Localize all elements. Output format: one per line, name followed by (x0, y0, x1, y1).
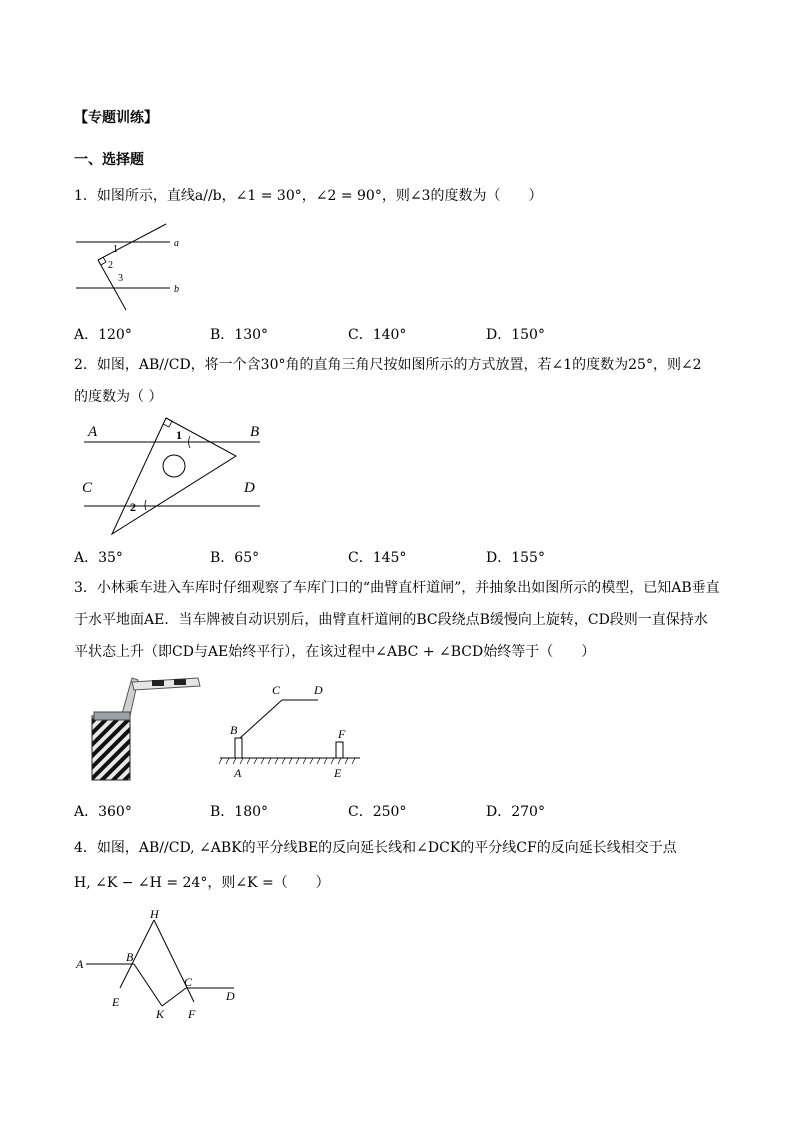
section-tag: 【专题训练】 (74, 110, 158, 126)
q3-option-d: D．270° (486, 804, 545, 820)
q2-label-C: C (82, 480, 93, 496)
q4-label-K: K (156, 1007, 165, 1021)
q4-label-B: B (126, 950, 134, 964)
q3-option-c: C．250° (348, 804, 407, 820)
q3-label-D: D (314, 683, 323, 697)
q1-label-a: a (174, 238, 179, 249)
q4-label-E: E (112, 995, 120, 1009)
q3-stem-line1: 3．小林乘车进入车库时仔细观察了车库门口的“曲臂直杆道闸”，并抽象出如图所示的模型，已知AB垂直 (74, 580, 720, 596)
q3-label-F: F (338, 727, 346, 741)
q3-label-E: E (334, 766, 342, 780)
q2-figure (74, 414, 274, 540)
q1-label-2: 2 (108, 260, 113, 271)
q3-option-b: B．180° (210, 804, 269, 820)
q3-stem-line2: 于水平地面AE．当车牌被自动识别后，曲臂直杆道闸的BC段绕点B缓慢向上旋转，CD段则一直保持水 (74, 612, 708, 628)
q1-label-3: 3 (118, 273, 123, 284)
part-title: 一、选择题 (74, 152, 144, 168)
q2-label-A: A (88, 424, 98, 440)
q2-option-a: A．35° (74, 550, 123, 566)
q3-label-B: B (230, 723, 238, 737)
q2-label-D: D (244, 480, 255, 496)
q3-model-figure (212, 676, 372, 782)
q3-stem-line3: 平状态上升（即CD与AE始终平行），在该过程中∠ABC + ∠BCD始终等于（ ） (74, 644, 596, 660)
q3-barrier-photo (90, 676, 202, 782)
q3-label-A: A (234, 766, 242, 780)
q2-option-d: D．155° (486, 550, 545, 566)
q1-label-1: 1 (113, 244, 118, 255)
q2-label-2: 2 (130, 500, 136, 514)
q2-option-b: B．65° (210, 550, 260, 566)
q4-label-H: H (150, 907, 159, 921)
q3-option-a: A．360° (74, 804, 132, 820)
q3-label-C: C (272, 683, 281, 697)
q2-option-c: C．145° (348, 550, 407, 566)
q1-figure (70, 218, 200, 318)
q4-label-F: F (188, 1007, 196, 1021)
q2-label-1: 1 (176, 428, 182, 442)
q1-option-c: C．140° (348, 327, 407, 343)
q1-option-a: A．120° (74, 327, 132, 343)
q4-stem-line2: H, ∠K − ∠H = 24°，则∠K =（ ） (74, 875, 330, 891)
q4-label-C: C (184, 975, 193, 989)
q4-stem-line1: 4．如图，AB//CD, ∠ABK的平分线BE的反向延长线和∠DCK的平分线CF的反向延长线相交于点 (74, 840, 677, 856)
q2-stem-line2: 的度数为（ ） (74, 389, 163, 405)
q2-stem-line1: 2．如图，AB//CD，将一个含30°角的直角三角尺按如图所示的方式放置，若∠1的度数为25°，则∠2 (74, 357, 702, 373)
q1-option-b: B．130° (210, 327, 269, 343)
q4-label-D: D (226, 989, 235, 1003)
q1-stem: 1．如图所示，直线a//b，∠1 = 30°，∠2 = 90°，则∠3的度数为（ ） (74, 188, 543, 204)
q1-label-b: b (174, 284, 179, 295)
q4-figure (70, 904, 250, 1026)
q2-label-B: B (250, 424, 260, 440)
q4-label-A: A (76, 957, 84, 971)
q1-option-d: D．150° (486, 327, 545, 343)
